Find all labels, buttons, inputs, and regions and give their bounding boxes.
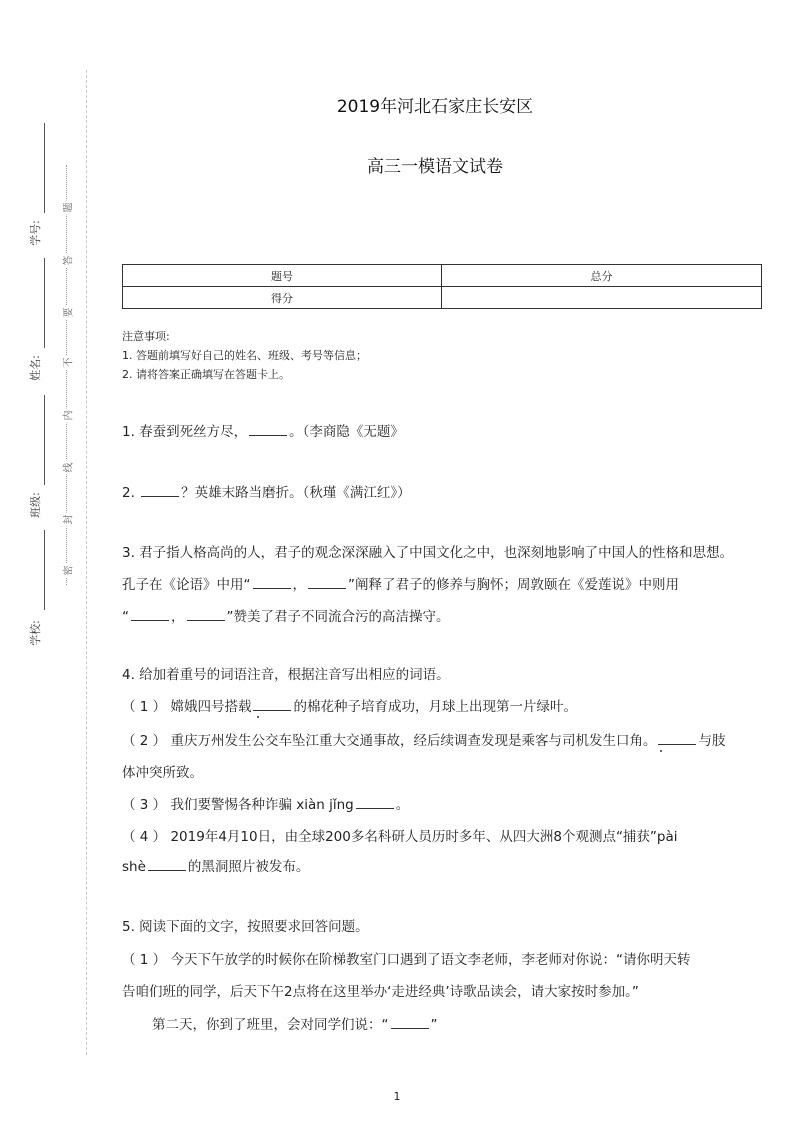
notes-item: 1. 答题前填写好自己的姓名、班级、考号等信息； <box>122 349 367 362</box>
seal-char: 答 <box>60 254 75 268</box>
notes-item: 2. 请将答案正确填写在答题卡上。 <box>122 368 290 381</box>
class-label: 班级: <box>28 492 42 518</box>
seal-char: 线 <box>60 461 75 475</box>
exam-paper-title: 高三一模语文试卷 <box>367 157 503 177</box>
seal-char: 要 <box>60 306 75 320</box>
seal-char: 密 <box>60 564 75 578</box>
question-4-1: （ 1 ） 嫦娥四号搭载 的棉花种子培育成功，月球上出现第一片绿叶。 <box>122 699 577 715</box>
question-3-line-3: “ ， ”赞美了君子不同流合污的高洁操守。 <box>122 609 450 625</box>
score-table <box>122 264 762 309</box>
question-4-stem: 4. 给加着重号的词语注音，根据注音写出相应的词语。 <box>122 667 450 683</box>
seal-char: 内 <box>60 409 75 423</box>
answer-blank[interactable] <box>249 423 287 436</box>
question-3-line-1: 3. 君子指人格高尚的人，君子的观念深深融入了中国文化之中，也深刻地影响了中国人的性格和思想。 <box>122 545 734 561</box>
total-score-header: 总分 <box>442 265 762 287</box>
score-table-row <box>123 287 762 309</box>
question-4-3: （ 3 ） 我们要警惕各种诈骗 xiàn jǐng 。 <box>122 797 410 813</box>
question-4-4: （ 4 ） 2019年4月10日，由全球200多名科研人员历时多年、从四大洲8个观测点“捕获”pài <box>122 829 678 845</box>
question-4-4-line-2: shè 的黑洞照片被发布。 <box>122 859 310 875</box>
answer-blank[interactable] <box>391 1016 429 1029</box>
answer-blank[interactable] <box>253 698 291 711</box>
name-label: 姓名: <box>28 355 42 381</box>
question-5-1: （ 1 ） 今天下午放学的时候你在阶梯教室门口遇到了语文李老师，李老师对你说：“请你明天转 <box>122 952 691 968</box>
class-line <box>44 395 45 485</box>
school-label: 学校: <box>28 620 42 646</box>
student-id-label: 学号: <box>28 220 42 246</box>
question-4-2: （ 2 ） 重庆万州发生公交车坠江重大交通事故，经后续调查发现是乘客与司机发生口角。 与肢 <box>122 733 726 749</box>
seal-char: 题 <box>60 201 75 215</box>
question-1: 1. 春蚕到死丝方尽， 。（李商隐《无题》 <box>122 424 404 440</box>
answer-blank[interactable] <box>148 858 186 871</box>
seal-char: 不 <box>60 356 75 370</box>
total-score-cell[interactable] <box>442 287 762 309</box>
name-line <box>44 258 45 348</box>
answer-blank[interactable] <box>141 484 179 497</box>
question-5-stem: 5. 阅读下面的文字，按照要求回答问题。 <box>122 919 369 935</box>
emphasis-dot <box>660 750 662 752</box>
answer-blank[interactable] <box>308 576 346 589</box>
question-number-header: 题号 <box>123 265 442 287</box>
seal-char: 封 <box>60 513 75 527</box>
answer-blank[interactable] <box>187 608 225 621</box>
page-number: 1 <box>393 1090 401 1103</box>
question-3-line-2: 孔子在《论语》中用“ ， ”阐释了君子的修养与胸怀；周敦颐在《爱莲说》中则用 <box>122 577 679 593</box>
answer-blank[interactable] <box>356 796 394 809</box>
score-row-label: 得分 <box>123 287 442 309</box>
question-2: 2. ？英雄末路当磨折。（秋瑾《满江红》） <box>122 485 411 501</box>
question-5-1-line-3: 第二天，你到了班里，会对同学们说：“ ” <box>152 1017 438 1033</box>
answer-blank[interactable] <box>658 732 696 745</box>
school-line <box>44 530 45 610</box>
emphasis-dot <box>257 716 259 718</box>
answer-blank[interactable] <box>253 576 291 589</box>
exam-region-title: 2019年河北石家庄长安区 <box>336 97 534 117</box>
notes <box>122 327 367 384</box>
question-5-1-line-2: 告咱们班的同学，后天下午2点将在这里举办‘走进经典’诗歌品读会，请大家按时参加。” <box>122 984 639 1000</box>
notes-heading: 注意事项: <box>122 330 170 343</box>
score-table-row <box>123 265 762 287</box>
answer-blank[interactable] <box>131 608 169 621</box>
question-4-2-line-2: 体冲突所致。 <box>122 765 203 781</box>
fold-line <box>86 70 87 1055</box>
